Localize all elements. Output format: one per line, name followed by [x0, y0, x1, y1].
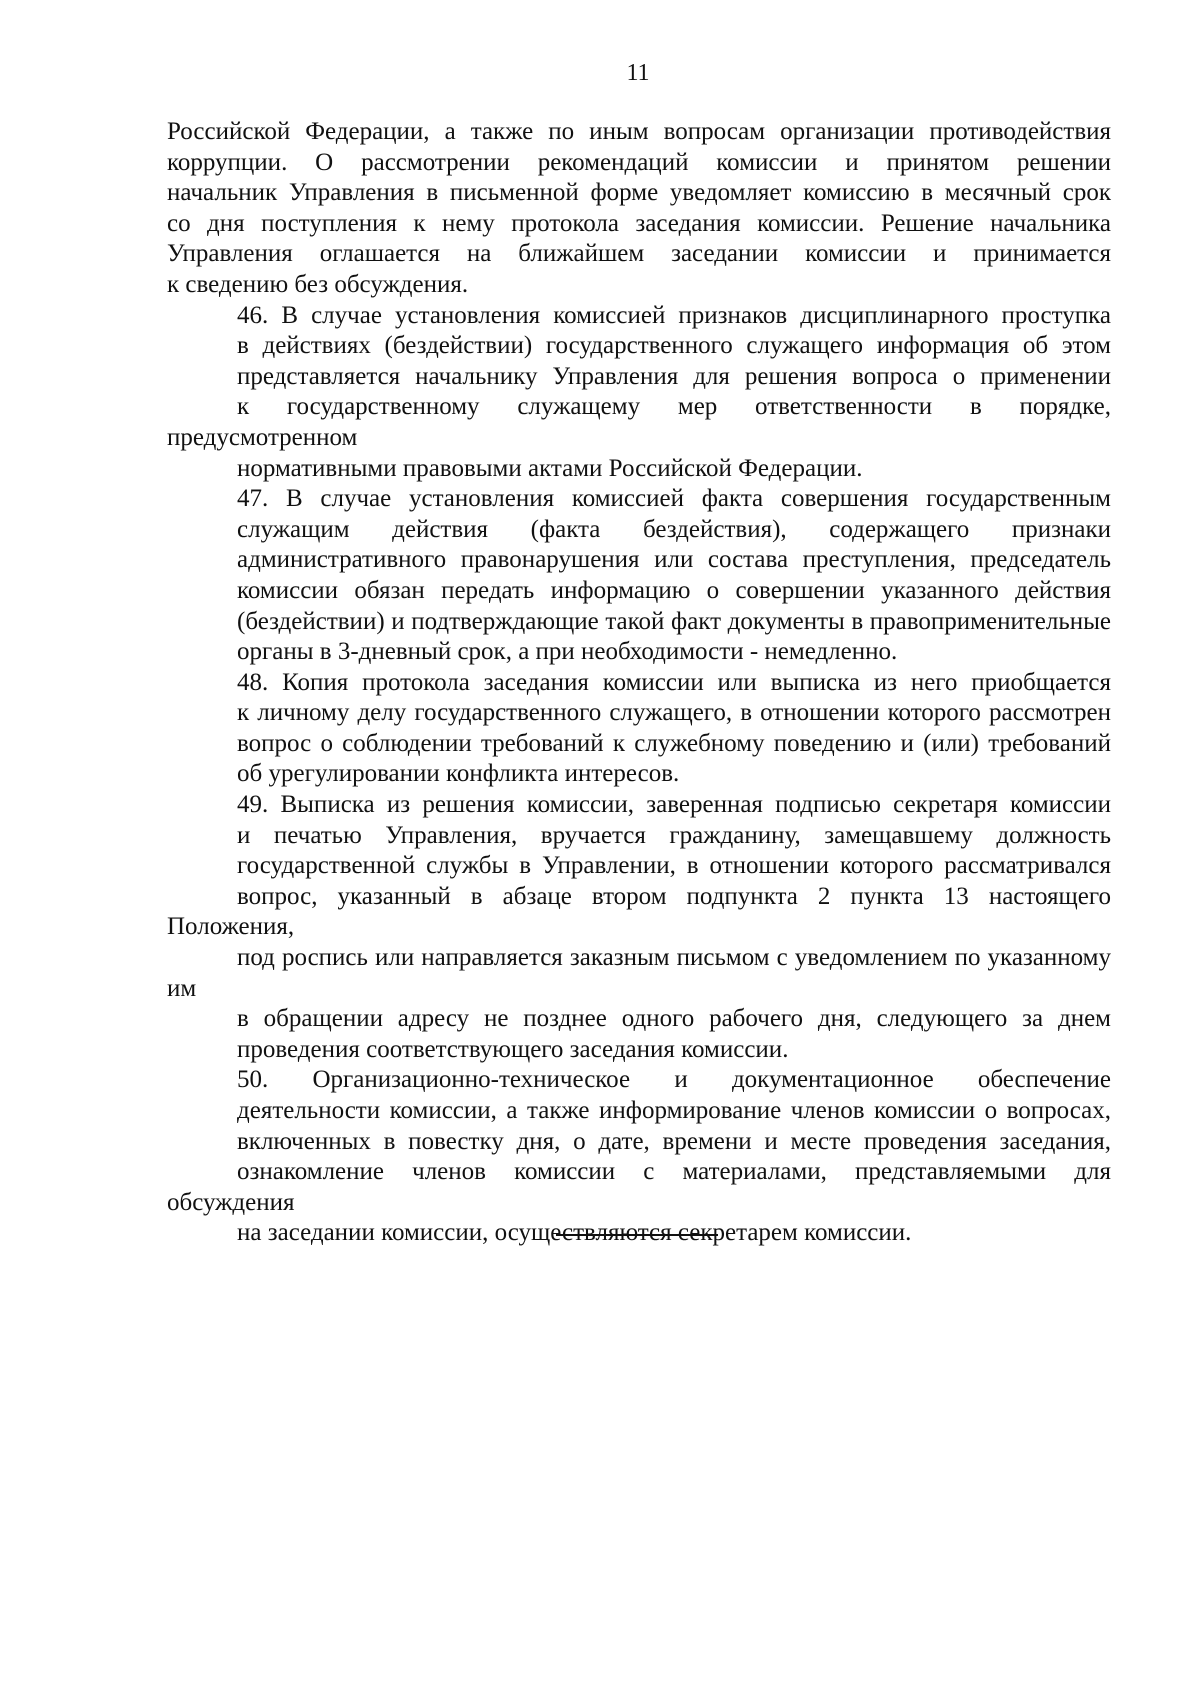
page-number: 11 — [626, 60, 650, 86]
paragraph-item-49 — [167, 790, 1111, 1065]
text-line: государственной службы в Управлении, в отношении которого рассматривался — [237, 852, 1111, 880]
text-line: 48. Копия протокола заседания комиссии или выписка из него приобщается — [237, 668, 1111, 696]
paragraph-continuation — [167, 117, 1111, 301]
text-line: включенных в повестку дня, о дате, времени и месте проведения заседания, — [237, 1127, 1111, 1155]
text-line: комиссии обязан передать информацию о совершении указанного действия — [237, 576, 1111, 604]
paragraph-item-46 — [167, 301, 1111, 485]
text-line: коррупции. О рассмотрении рекомендаций комиссии и принятом решении — [167, 148, 1111, 176]
paragraph-item-47 — [167, 484, 1111, 668]
text-line: начальник Управления в письменной форме уведомляет комиссию в месячный срок — [167, 179, 1111, 207]
text-line: в действиях (бездействии) государственного служащего информация об этом — [237, 332, 1111, 360]
text-line: деятельности комиссии, а также информирование членов комиссии о вопросах, — [237, 1097, 1111, 1124]
text-line: представляется начальнику Управления для решения вопроса о применении — [237, 362, 1111, 390]
text-line: на заседании комиссии, осуществляются секретарем комиссии. — [237, 1219, 912, 1247]
text-line: ознакомление членов комиссии с материалами, представляемыми для обсуждения — [167, 1158, 1111, 1216]
text-line: (бездействии) и подтверждающие такой факт документы в правоприменительные — [237, 607, 1111, 635]
text-line: проведения соответствующего заседания комиссии. — [237, 1035, 789, 1063]
text-line: 47. В случае установления комиссией факта совершения государственным — [237, 485, 1111, 513]
text-line: вопрос, указанный в абзаце втором подпункта 2 пункта 13 настоящего Положения, — [167, 882, 1111, 941]
text-line: Российской Федерации, а также по иным вопросам организации противодействия — [167, 118, 1111, 145]
text-line: органы в 3-дневный срок, а при необходимости - немедленно. — [237, 638, 898, 666]
paragraph-item-50 — [167, 1065, 1111, 1249]
text-line: об урегулировании конфликта интересов. — [237, 760, 680, 788]
text-line: нормативными правовыми актами Российской Федерации. — [237, 454, 863, 482]
text-line: к государственному служащему мер ответственности в порядке, предусмотренном — [167, 393, 1111, 451]
text-line: 50. Организационно-техническое и документационное обеспечение — [237, 1066, 1111, 1094]
text-line: к сведению без обсуждения. — [167, 270, 469, 298]
text-line: со дня поступления к нему протокола заседания комиссии. Решение начальника — [167, 209, 1111, 237]
text-line: служащим действия (факта бездействия), содержащего признаки — [237, 515, 1111, 543]
text-line: под роспись или направляется заказным письмом с уведомлением по указанному им — [167, 944, 1111, 1002]
text-line: к личному делу государственного служащего, в отношении которого рассмотрен — [237, 699, 1111, 727]
text-line: и печатью Управления, вручается гражданину, замещавшему должность — [237, 821, 1111, 849]
text-line: 46. В случае установления комиссией признаков дисциплинарного проступка — [237, 301, 1111, 329]
end-of-text-rule — [556, 1234, 718, 1236]
text-line: вопрос о соблюдении требований к служебному поведению и (или) требований — [237, 729, 1111, 757]
paragraph-item-48 — [167, 668, 1111, 790]
text-line: 49. Выписка из решения комиссии, заверенная подписью секретаря комиссии — [237, 791, 1111, 819]
text-line: административного правонарушения или состава преступления, председатель — [237, 546, 1111, 574]
text-line: Управления оглашается на ближайшем заседании комиссии и принимается — [167, 240, 1111, 268]
document-body — [167, 117, 1111, 1249]
text-line: в обращении адресу не позднее одного рабочего дня, следующего за днем — [237, 1005, 1111, 1033]
